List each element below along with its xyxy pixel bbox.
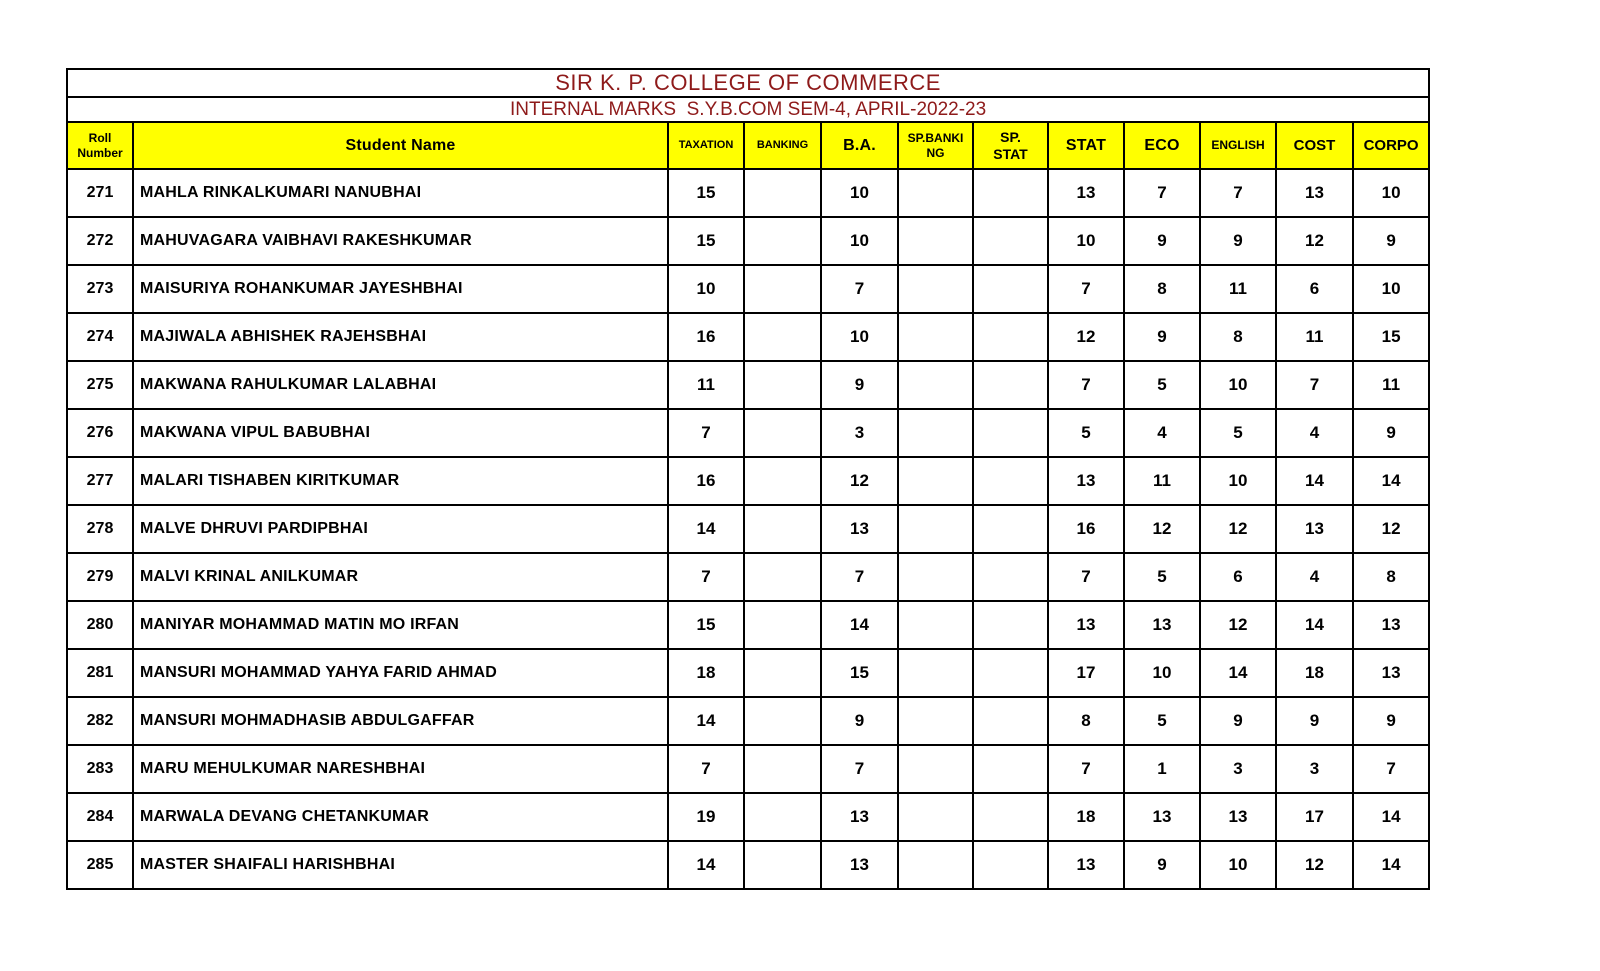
cell-sp_banking <box>898 313 973 361</box>
cell-taxation: 11 <box>668 361 744 409</box>
cell-english: 10 <box>1200 841 1276 889</box>
page-title: SIR K. P. COLLEGE OF COMMERCE <box>67 69 1429 97</box>
cell-banking <box>744 649 821 697</box>
cell-ba: 14 <box>821 601 898 649</box>
cell-eco: 9 <box>1124 841 1200 889</box>
cell-name: MAHUVAGARA VAIBHAVI RAKESHKUMAR <box>133 217 668 265</box>
column-header-english: ENGLISH <box>1200 122 1276 169</box>
cell-corpo: 7 <box>1353 745 1429 793</box>
cell-roll: 278 <box>67 505 133 553</box>
cell-taxation: 14 <box>668 505 744 553</box>
cell-corpo: 14 <box>1353 457 1429 505</box>
cell-eco: 11 <box>1124 457 1200 505</box>
cell-english: 11 <box>1200 265 1276 313</box>
cell-taxation: 15 <box>668 217 744 265</box>
student-row <box>67 217 1429 265</box>
cell-banking <box>744 265 821 313</box>
cell-cost: 13 <box>1276 169 1353 217</box>
cell-eco: 9 <box>1124 217 1200 265</box>
cell-banking <box>744 313 821 361</box>
column-header-name: Student Name <box>133 122 668 169</box>
cell-sp_stat <box>973 649 1048 697</box>
cell-eco: 7 <box>1124 169 1200 217</box>
cell-corpo: 13 <box>1353 601 1429 649</box>
cell-name: MARWALA DEVANG CHETANKUMAR <box>133 793 668 841</box>
cell-stat: 13 <box>1048 169 1124 217</box>
cell-cost: 4 <box>1276 409 1353 457</box>
cell-banking <box>744 553 821 601</box>
student-row <box>67 409 1429 457</box>
cell-banking <box>744 169 821 217</box>
cell-ba: 7 <box>821 553 898 601</box>
cell-english: 9 <box>1200 217 1276 265</box>
column-header-corpo: CORPO <box>1353 122 1429 169</box>
cell-cost: 14 <box>1276 457 1353 505</box>
cell-sp_banking <box>898 217 973 265</box>
cell-taxation: 19 <box>668 793 744 841</box>
cell-banking <box>744 505 821 553</box>
cell-ba: 10 <box>821 313 898 361</box>
cell-roll: 271 <box>67 169 133 217</box>
cell-ba: 15 <box>821 649 898 697</box>
cell-stat: 10 <box>1048 217 1124 265</box>
cell-cost: 18 <box>1276 649 1353 697</box>
cell-stat: 5 <box>1048 409 1124 457</box>
cell-ba: 7 <box>821 265 898 313</box>
cell-ba: 12 <box>821 457 898 505</box>
cell-corpo: 10 <box>1353 265 1429 313</box>
cell-roll: 276 <box>67 409 133 457</box>
cell-english: 13 <box>1200 793 1276 841</box>
cell-eco: 5 <box>1124 697 1200 745</box>
cell-roll: 279 <box>67 553 133 601</box>
student-row <box>67 505 1429 553</box>
cell-stat: 17 <box>1048 649 1124 697</box>
column-header-roll: Roll Number <box>67 122 133 169</box>
cell-roll: 280 <box>67 601 133 649</box>
cell-sp_banking <box>898 169 973 217</box>
cell-sp_stat <box>973 169 1048 217</box>
cell-english: 9 <box>1200 697 1276 745</box>
internal-marks-table <box>66 68 1430 890</box>
cell-roll: 285 <box>67 841 133 889</box>
cell-banking <box>744 745 821 793</box>
cell-sp_banking <box>898 265 973 313</box>
cell-english: 10 <box>1200 361 1276 409</box>
cell-name: MAKWANA RAHULKUMAR LALABHAI <box>133 361 668 409</box>
cell-cost: 12 <box>1276 841 1353 889</box>
column-header-sp_banking: SP.BANKI NG <box>898 122 973 169</box>
cell-stat: 8 <box>1048 697 1124 745</box>
cell-stat: 7 <box>1048 745 1124 793</box>
cell-eco: 9 <box>1124 313 1200 361</box>
cell-name: MALARI TISHABEN KIRITKUMAR <box>133 457 668 505</box>
cell-name: MAHLA RINKALKUMARI NANUBHAI <box>133 169 668 217</box>
cell-roll: 275 <box>67 361 133 409</box>
cell-stat: 7 <box>1048 361 1124 409</box>
cell-eco: 8 <box>1124 265 1200 313</box>
cell-corpo: 14 <box>1353 841 1429 889</box>
cell-sp_banking <box>898 553 973 601</box>
cell-sp_stat <box>973 553 1048 601</box>
cell-sp_stat <box>973 409 1048 457</box>
student-row <box>67 361 1429 409</box>
cell-sp_stat <box>973 745 1048 793</box>
cell-taxation: 7 <box>668 553 744 601</box>
cell-sp_banking <box>898 361 973 409</box>
cell-name: MAJIWALA ABHISHEK RAJEHSBHAI <box>133 313 668 361</box>
cell-banking <box>744 457 821 505</box>
title-row <box>67 69 1429 97</box>
cell-cost: 13 <box>1276 505 1353 553</box>
cell-roll: 272 <box>67 217 133 265</box>
cell-english: 8 <box>1200 313 1276 361</box>
student-row <box>67 265 1429 313</box>
cell-sp_stat <box>973 265 1048 313</box>
cell-sp_stat <box>973 457 1048 505</box>
cell-taxation: 16 <box>668 313 744 361</box>
cell-corpo: 14 <box>1353 793 1429 841</box>
cell-name: MANSURI MOHAMMAD YAHYA FARID AHMAD <box>133 649 668 697</box>
cell-sp_banking <box>898 745 973 793</box>
cell-name: MAISURIYA ROHANKUMAR JAYESHBHAI <box>133 265 668 313</box>
cell-sp_banking <box>898 649 973 697</box>
cell-name: MALVE DHRUVI PARDIPBHAI <box>133 505 668 553</box>
cell-ba: 13 <box>821 793 898 841</box>
cell-cost: 17 <box>1276 793 1353 841</box>
cell-name: MAKWANA VIPUL BABUBHAI <box>133 409 668 457</box>
cell-corpo: 13 <box>1353 649 1429 697</box>
cell-stat: 7 <box>1048 553 1124 601</box>
cell-taxation: 7 <box>668 409 744 457</box>
cell-eco: 1 <box>1124 745 1200 793</box>
cell-banking <box>744 409 821 457</box>
column-header-row <box>67 122 1429 169</box>
student-row <box>67 553 1429 601</box>
column-header-eco: ECO <box>1124 122 1200 169</box>
cell-stat: 16 <box>1048 505 1124 553</box>
cell-stat: 18 <box>1048 793 1124 841</box>
cell-english: 14 <box>1200 649 1276 697</box>
cell-sp_banking <box>898 793 973 841</box>
cell-roll: 274 <box>67 313 133 361</box>
cell-roll: 281 <box>67 649 133 697</box>
cell-eco: 10 <box>1124 649 1200 697</box>
cell-taxation: 15 <box>668 169 744 217</box>
column-header-cost: COST <box>1276 122 1353 169</box>
cell-sp_stat <box>973 313 1048 361</box>
cell-roll: 277 <box>67 457 133 505</box>
cell-stat: 13 <box>1048 601 1124 649</box>
cell-stat: 12 <box>1048 313 1124 361</box>
cell-name: MARU MEHULKUMAR NARESHBHAI <box>133 745 668 793</box>
cell-stat: 13 <box>1048 457 1124 505</box>
student-row <box>67 649 1429 697</box>
cell-cost: 12 <box>1276 217 1353 265</box>
cell-taxation: 14 <box>668 841 744 889</box>
cell-sp_stat <box>973 841 1048 889</box>
cell-english: 3 <box>1200 745 1276 793</box>
column-header-taxation: TAXATION <box>668 122 744 169</box>
cell-name: MASTER SHAIFALI HARISHBHAI <box>133 841 668 889</box>
cell-sp_stat <box>973 217 1048 265</box>
cell-sp_banking <box>898 409 973 457</box>
cell-eco: 4 <box>1124 409 1200 457</box>
cell-corpo: 11 <box>1353 361 1429 409</box>
cell-ba: 9 <box>821 697 898 745</box>
cell-ba: 3 <box>821 409 898 457</box>
student-row <box>67 793 1429 841</box>
cell-cost: 9 <box>1276 697 1353 745</box>
cell-banking <box>744 361 821 409</box>
cell-taxation: 16 <box>668 457 744 505</box>
cell-sp_banking <box>898 505 973 553</box>
cell-stat: 13 <box>1048 841 1124 889</box>
cell-ba: 10 <box>821 169 898 217</box>
cell-corpo: 9 <box>1353 409 1429 457</box>
cell-sp_stat <box>973 697 1048 745</box>
table-body <box>67 169 1429 889</box>
cell-english: 6 <box>1200 553 1276 601</box>
cell-taxation: 10 <box>668 265 744 313</box>
cell-ba: 7 <box>821 745 898 793</box>
cell-eco: 5 <box>1124 361 1200 409</box>
cell-cost: 6 <box>1276 265 1353 313</box>
cell-ba: 9 <box>821 361 898 409</box>
cell-cost: 7 <box>1276 361 1353 409</box>
cell-sp_banking <box>898 841 973 889</box>
cell-sp_banking <box>898 697 973 745</box>
subtitle-row <box>67 97 1429 122</box>
cell-cost: 11 <box>1276 313 1353 361</box>
student-row <box>67 841 1429 889</box>
cell-eco: 13 <box>1124 793 1200 841</box>
cell-banking <box>744 697 821 745</box>
cell-roll: 284 <box>67 793 133 841</box>
cell-english: 12 <box>1200 601 1276 649</box>
cell-sp_banking <box>898 457 973 505</box>
cell-english: 5 <box>1200 409 1276 457</box>
cell-corpo: 8 <box>1353 553 1429 601</box>
student-row <box>67 697 1429 745</box>
student-row <box>67 169 1429 217</box>
cell-cost: 14 <box>1276 601 1353 649</box>
column-header-banking: BANKING <box>744 122 821 169</box>
cell-taxation: 15 <box>668 601 744 649</box>
cell-taxation: 7 <box>668 745 744 793</box>
cell-sp_stat <box>973 793 1048 841</box>
cell-ba: 13 <box>821 505 898 553</box>
cell-name: MANSURI MOHMADHASIB ABDULGAFFAR <box>133 697 668 745</box>
cell-english: 12 <box>1200 505 1276 553</box>
cell-sp_stat <box>973 601 1048 649</box>
cell-banking <box>744 841 821 889</box>
cell-english: 10 <box>1200 457 1276 505</box>
cell-roll: 283 <box>67 745 133 793</box>
cell-corpo: 9 <box>1353 217 1429 265</box>
cell-taxation: 14 <box>668 697 744 745</box>
cell-corpo: 12 <box>1353 505 1429 553</box>
cell-english: 7 <box>1200 169 1276 217</box>
column-header-sp_stat: SP. STAT <box>973 122 1048 169</box>
cell-cost: 4 <box>1276 553 1353 601</box>
cell-ba: 10 <box>821 217 898 265</box>
cell-eco: 12 <box>1124 505 1200 553</box>
cell-eco: 13 <box>1124 601 1200 649</box>
cell-sp_stat <box>973 505 1048 553</box>
column-header-ba: B.A. <box>821 122 898 169</box>
cell-cost: 3 <box>1276 745 1353 793</box>
cell-roll: 282 <box>67 697 133 745</box>
cell-taxation: 18 <box>668 649 744 697</box>
cell-eco: 5 <box>1124 553 1200 601</box>
column-header-stat: STAT <box>1048 122 1124 169</box>
cell-sp_stat <box>973 361 1048 409</box>
cell-ba: 13 <box>821 841 898 889</box>
cell-name: MALVI KRINAL ANILKUMAR <box>133 553 668 601</box>
cell-corpo: 15 <box>1353 313 1429 361</box>
cell-corpo: 9 <box>1353 697 1429 745</box>
cell-banking <box>744 217 821 265</box>
student-row <box>67 457 1429 505</box>
cell-sp_banking <box>898 601 973 649</box>
cell-stat: 7 <box>1048 265 1124 313</box>
cell-banking <box>744 793 821 841</box>
student-row <box>67 601 1429 649</box>
student-row <box>67 745 1429 793</box>
cell-roll: 273 <box>67 265 133 313</box>
student-row <box>67 313 1429 361</box>
page-subtitle: INTERNAL MARKS S.Y.B.COM SEM-4, APRIL-2022-23 <box>67 97 1429 122</box>
cell-banking <box>744 601 821 649</box>
cell-corpo: 10 <box>1353 169 1429 217</box>
cell-name: MANIYAR MOHAMMAD MATIN MO IRFAN <box>133 601 668 649</box>
